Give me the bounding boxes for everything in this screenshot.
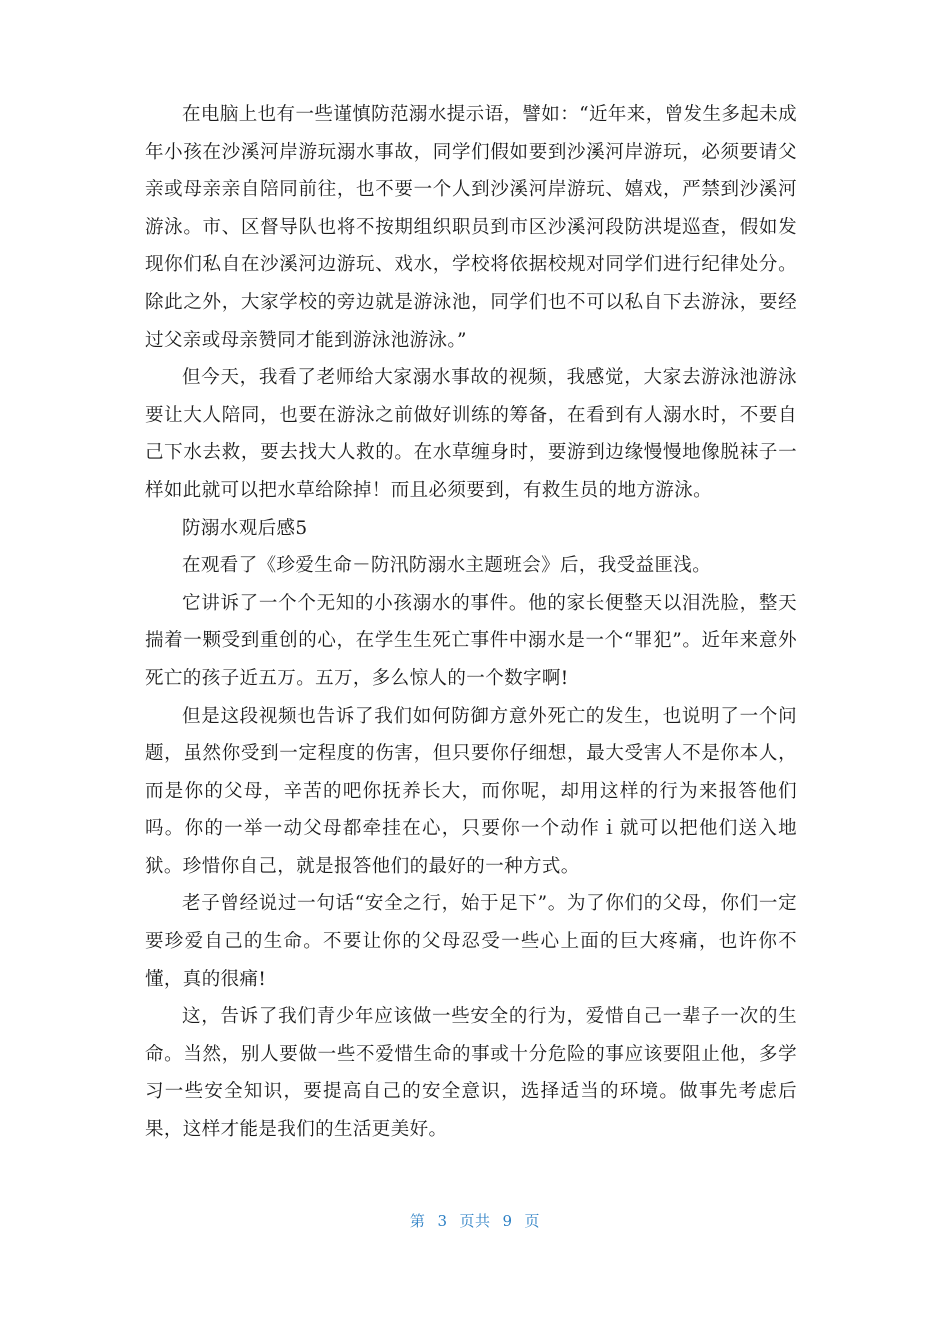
total-page-number: 9: [502, 1212, 513, 1230]
document-body: [145, 96, 797, 1149]
paragraph: 在电脑上也有一些谨慎防范溺水提示语，譬如：“近年来，曾发生多起未成年小孩在沙溪河岸游玩溺水事故，同学们假如要到沙溪河岸游玩，必须要请父亲或母亲亲自陪同前往，也不要一个人到沙溪河岸游玩、嬉戏，严禁到沙溪河游泳。市、区督导队也将不按期组织职员到市区沙溪河段防洪堤巡查，假如发现你们私自在沙溪河边游玩、戏水，学校将依据校规对同学们进行纪律处分。除此之外，大家学校的旁边就是游泳池，同学们也不可以私自下去游泳，要经过父亲或母亲赞同才能到游泳池游泳。”: [145, 104, 797, 351]
paragraph: 它讲诉了一个个无知的小孩溺水的事件。他的家长便整天以泪洗脸，整天揣着一颗受到重创的心，在学生生死亡事件中溺水是一个“罪犯”。近年来意外死亡的孩子近五万。五万，多么惊人的一个数字啊!: [145, 592, 797, 689]
section-heading: 防溺水观后感5: [182, 517, 308, 539]
current-page-number: 3: [437, 1212, 448, 1230]
paragraph: 但今天，我看了老师给大家溺水事故的视频，我感觉，大家去游泳池游泳要让大人陪同，也要在游泳之前做好训练的筹备，在看到有人溺水时，不要自己下水去救，要去找大人救的。在水草缠身时，要游到边缘慢慢地像脱袜子一样如此就可以把水草给除掉！而且必须要到，有救生员的地方游泳。: [145, 367, 797, 501]
page-footer: [0, 1210, 950, 1231]
paragraph: 在观看了《珍爱生命－防汛防溺水主题班会》后，我受益匪浅。: [182, 555, 712, 577]
paragraph: 但是这段视频也告诉了我们如何防御方意外死亡的发生，也说明了一个问题，虽然你受到一定程度的伤害，但只要你仔细想，最大受害人不是你本人，而是你的父母，辛苦的吧你抚养长大，而你呢，却用这样的行为来报答他们吗。你的一举一动父母都牵挂在心，只要你一个动作ｉ就可以把他们送入地狱。珍惜你自己，就是报答他们的最好的一种方式。: [145, 705, 797, 877]
footer-middle: 页共: [459, 1212, 491, 1230]
paragraph: 这，告诉了我们青少年应该做一些安全的行为，爱惜自己一辈子一次的生命。当然，别人要做一些不爱惜生命的事或十分危险的事应该要阻止他，多学习一些安全知识，要提高自己的安全意识，选择适当的环境。做事先考虑后果，这样才能是我们的生活更美好。: [145, 1006, 797, 1141]
footer-prefix: 第: [409, 1212, 426, 1230]
paragraph: 老子曾经说过一句话“安全之行，始于足下”。为了你们的父母，你们一定要珍爱自己的生命。不要让你的父母忍受一些心上面的巨大疼痛，也许你不懂，真的很痛!: [145, 893, 797, 990]
footer-suffix: 页: [524, 1212, 541, 1230]
